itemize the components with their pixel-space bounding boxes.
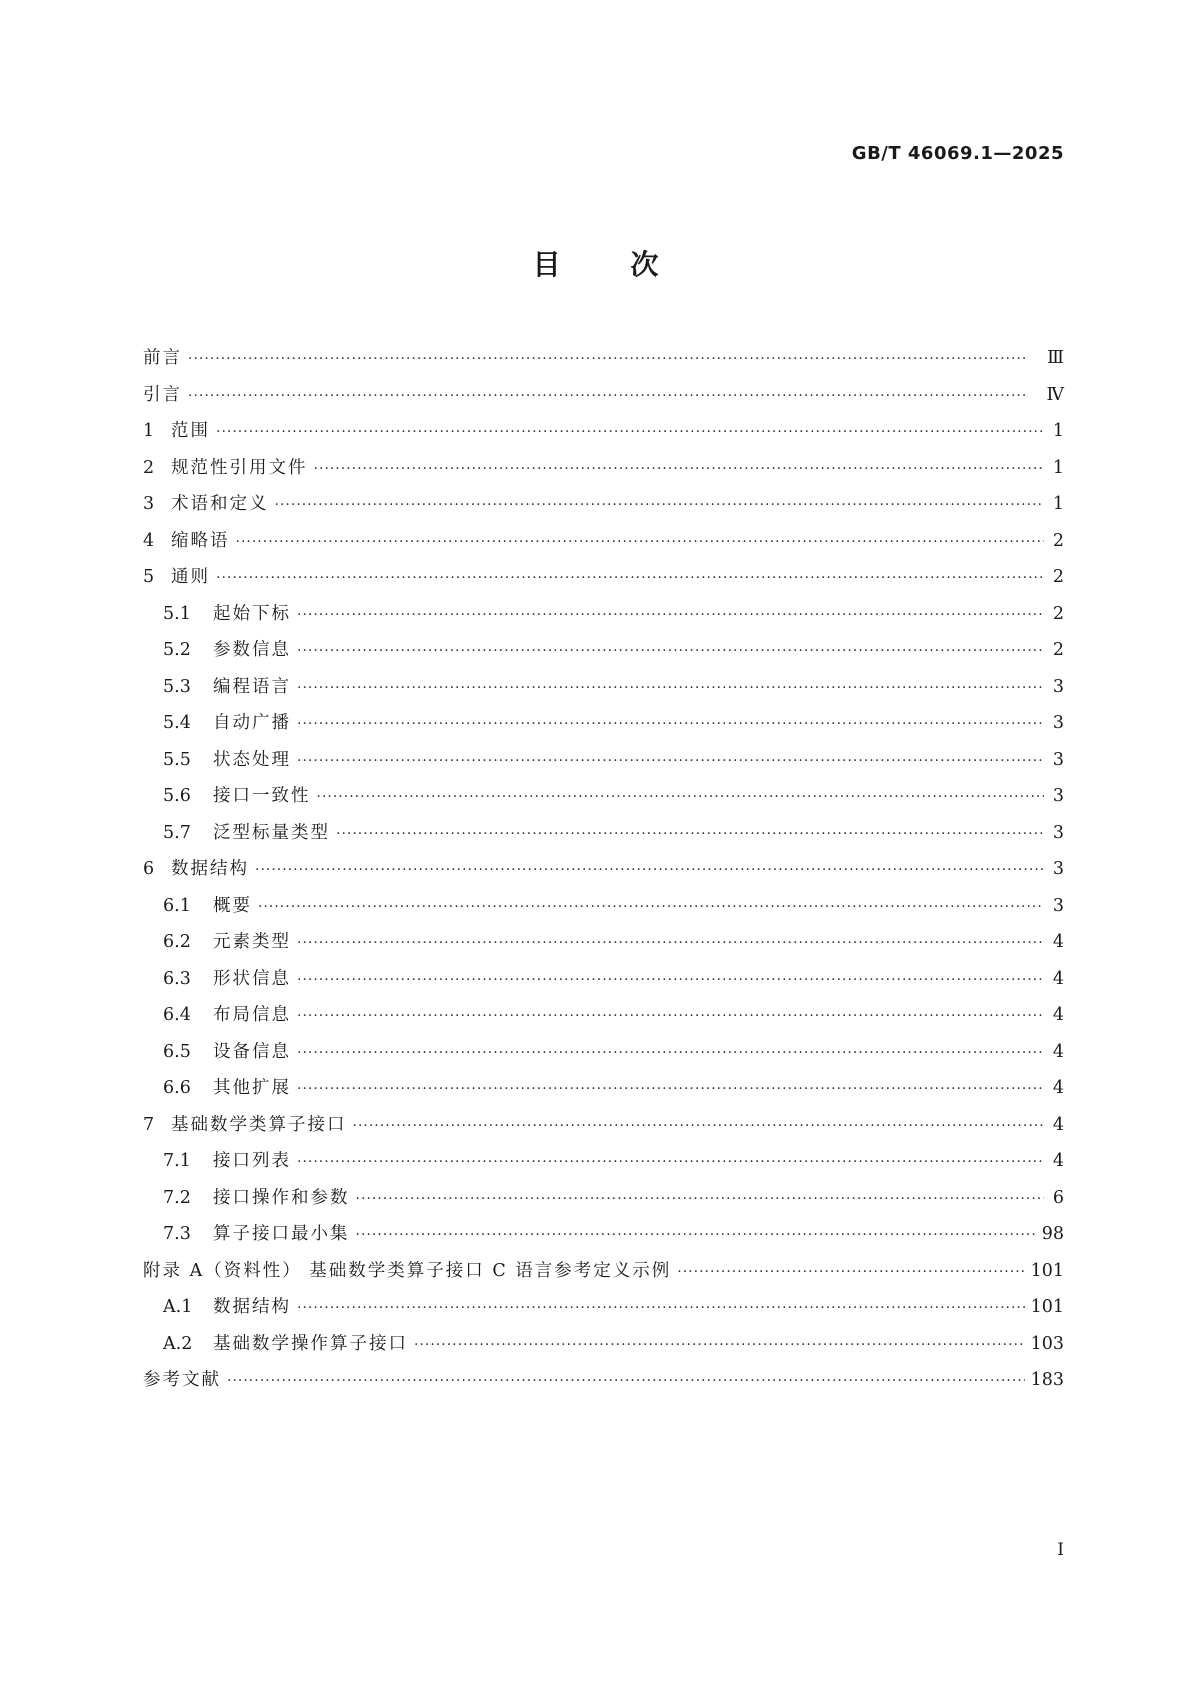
toc-leader-dots <box>297 743 1044 780</box>
toc-entry-title: 数据结构 <box>171 859 249 879</box>
page-title: 目 次 <box>532 248 659 281</box>
toc-entry[interactable] <box>143 1180 1064 1217</box>
toc-entry-title: 附录 A（资料性） 基础数学类算子接口 C 语言参考定义示例 <box>143 1260 672 1281</box>
toc-entry-number: 6 <box>143 859 155 879</box>
toc-entry-page: 1 <box>1052 421 1064 441</box>
toc-entry-title: 布局信息 <box>213 1005 291 1025</box>
toc-entry[interactable] <box>143 1362 1064 1399</box>
toc-entry-page: 1 <box>1052 457 1064 478</box>
toc-entry-page: 3 <box>1052 676 1064 697</box>
toc-leader-dots <box>297 706 1044 743</box>
toc-leader-dots <box>275 487 1045 524</box>
toc-entry-title: 形状信息 <box>213 968 291 989</box>
toc-entry-title: 基础数学操作算子接口 <box>213 1333 408 1354</box>
toc-entry[interactable] <box>143 669 1064 706</box>
standard-number: GB/T 46069.1—2025 <box>851 143 1064 164</box>
toc-entry-title: 规范性引用文件 <box>171 457 308 478</box>
toc-leader-dots <box>317 779 1045 816</box>
toc-leader-dots <box>297 670 1044 707</box>
toc-entry-page: 3 <box>1052 895 1064 916</box>
toc-entry-page: 2 <box>1052 567 1064 587</box>
toc-entry-page: 98 <box>1041 1224 1064 1244</box>
toc-entry-title: 参考文献 <box>143 1370 221 1390</box>
toc-leader-dots <box>336 816 1044 853</box>
toc-entry[interactable] <box>143 997 1064 1034</box>
toc-entry[interactable] <box>143 888 1064 925</box>
toc-entry-page: 3 <box>1052 786 1064 806</box>
toc-entry-title: 缩略语 <box>171 530 230 551</box>
toc-entry-page: 3 <box>1052 822 1064 843</box>
toc-leader-dots <box>297 1144 1044 1181</box>
table-of-contents <box>143 340 1064 1399</box>
toc-leader-dots <box>297 925 1044 962</box>
toc-leader-dots <box>297 1290 1025 1327</box>
toc-entry[interactable] <box>143 924 1064 961</box>
toc-leader-dots <box>297 597 1044 634</box>
toc-entry-number: 7.2 <box>163 1187 191 1208</box>
toc-entry-title: 引言 <box>143 384 182 405</box>
toc-entry-page: 4 <box>1052 1041 1064 1062</box>
toc-leader-dots <box>258 889 1044 926</box>
toc-leader-dots <box>356 1181 1045 1218</box>
toc-entry-number: 6.6 <box>163 1078 191 1098</box>
toc-entry-title: 通则 <box>171 567 210 587</box>
toc-entry-page: 4 <box>1052 1078 1064 1098</box>
toc-leader-dots <box>414 1327 1025 1364</box>
toc-entry-number: 5.7 <box>163 822 191 843</box>
toc-entry-number: 3 <box>143 494 155 514</box>
toc-leader-dots <box>356 1217 1036 1254</box>
toc-entry[interactable] <box>143 1070 1064 1107</box>
toc-entry-page: 1 <box>1052 494 1064 514</box>
toc-entry-number: 4 <box>143 530 155 551</box>
toc-entry-page: 2 <box>1052 530 1064 551</box>
toc-entry-page: 2 <box>1052 640 1064 660</box>
toc-entry[interactable] <box>143 1107 1064 1144</box>
toc-leader-dots <box>314 451 1045 488</box>
toc-entry-title: 起始下标 <box>213 603 291 624</box>
toc-entry-title: 范围 <box>171 421 210 441</box>
toc-entry-page: 2 <box>1052 603 1064 624</box>
toc-leader-dots <box>297 998 1044 1035</box>
toc-entry[interactable] <box>143 559 1064 596</box>
toc-entry[interactable] <box>143 1253 1064 1290</box>
toc-leader-dots <box>255 852 1044 889</box>
toc-entry[interactable] <box>143 450 1064 487</box>
toc-entry-number: 5 <box>143 567 155 587</box>
toc-entry-number: A.1 <box>163 1297 193 1317</box>
toc-entry-title: 状态处理 <box>213 749 291 770</box>
toc-entry-number: 6.5 <box>163 1041 191 1062</box>
toc-entry-page: 6 <box>1052 1187 1064 1208</box>
toc-entry-page: 103 <box>1030 1333 1064 1354</box>
toc-entry-number: 7.1 <box>163 1151 191 1171</box>
toc-leader-dots <box>227 1363 1025 1400</box>
toc-entry-number: 5.3 <box>163 676 191 697</box>
toc-entry[interactable] <box>143 778 1064 815</box>
toc-leader-dots <box>297 633 1044 670</box>
toc-entry-number: 5.6 <box>163 786 191 806</box>
toc-leader-dots <box>297 1035 1044 1072</box>
toc-entry[interactable] <box>143 1143 1064 1180</box>
toc-leader-dots <box>236 524 1045 561</box>
toc-entry-page: 4 <box>1052 1151 1064 1171</box>
toc-leader-dots <box>297 1071 1044 1108</box>
toc-entry-title: 其他扩展 <box>213 1078 291 1098</box>
toc-entry-title: 基础数学类算子接口 <box>171 1114 347 1135</box>
toc-entry-page: 4 <box>1052 932 1064 952</box>
toc-entry-page: Ⅳ <box>1046 384 1064 405</box>
toc-entry-number: 2 <box>143 457 155 478</box>
toc-entry-title: 数据结构 <box>213 1297 291 1317</box>
toc-entry-page: 4 <box>1052 968 1064 989</box>
toc-entry-page: 183 <box>1030 1370 1064 1390</box>
toc-entry[interactable] <box>143 1034 1064 1071</box>
toc-entry[interactable] <box>143 413 1064 450</box>
toc-entry-title: 元素类型 <box>213 932 291 952</box>
toc-entry[interactable] <box>143 1326 1064 1363</box>
toc-entry-number: 6.2 <box>163 932 191 952</box>
toc-leader-dots <box>188 341 1041 378</box>
toc-leader-dots <box>677 1254 1024 1291</box>
toc-entry-number: 7 <box>143 1114 155 1135</box>
toc-entry-number: 5.4 <box>163 713 191 733</box>
toc-entry-title: 编程语言 <box>213 676 291 697</box>
toc-leader-dots <box>353 1108 1045 1145</box>
toc-entry-number: 5.1 <box>163 603 191 624</box>
toc-entry-title: 接口操作和参数 <box>213 1187 350 1208</box>
toc-entry-title: 前言 <box>143 348 182 368</box>
toc-entry-page: 3 <box>1052 859 1064 879</box>
toc-entry[interactable] <box>143 596 1064 633</box>
toc-entry-number: 7.3 <box>163 1224 191 1244</box>
toc-entry-number: 5.5 <box>163 749 191 770</box>
page-number: I <box>1057 1540 1064 1560</box>
toc-leader-dots <box>216 414 1044 451</box>
toc-entry-page: 101 <box>1030 1260 1064 1281</box>
toc-entry-title: 术语和定义 <box>171 494 269 514</box>
toc-entry[interactable] <box>143 705 1064 742</box>
toc-entry-number: 6.1 <box>163 895 191 916</box>
toc-entry-number: 6.4 <box>163 1005 191 1025</box>
toc-entry[interactable] <box>143 742 1064 779</box>
toc-leader-dots <box>216 560 1044 597</box>
toc-entry[interactable] <box>143 340 1064 377</box>
toc-entry[interactable] <box>143 1216 1064 1253</box>
toc-entry[interactable] <box>143 377 1064 414</box>
toc-entry[interactable] <box>143 632 1064 669</box>
toc-entry[interactable] <box>143 523 1064 560</box>
toc-entry-page: 101 <box>1030 1297 1064 1317</box>
toc-entry-page: Ⅲ <box>1047 348 1064 368</box>
toc-entry[interactable] <box>143 1289 1064 1326</box>
toc-leader-dots <box>297 962 1044 999</box>
toc-entry-title: 自动广播 <box>213 713 291 733</box>
toc-entry-title: 接口一致性 <box>213 786 311 806</box>
toc-entry-page: 4 <box>1052 1114 1064 1135</box>
toc-entry[interactable] <box>143 486 1064 523</box>
toc-entry-title: 设备信息 <box>213 1041 291 1062</box>
toc-entry-number: 1 <box>143 421 155 441</box>
toc-entry-number: 5.2 <box>163 640 191 660</box>
toc-entry[interactable] <box>143 851 1064 888</box>
toc-leader-dots <box>188 378 1041 415</box>
toc-entry-title: 参数信息 <box>213 640 291 660</box>
toc-entry-page: 3 <box>1052 713 1064 733</box>
toc-entry[interactable] <box>143 815 1064 852</box>
toc-entry-number: 6.3 <box>163 968 191 989</box>
toc-entry-title: 算子接口最小集 <box>213 1224 350 1244</box>
toc-entry-number: A.2 <box>163 1333 193 1354</box>
toc-entry-title: 泛型标量类型 <box>213 822 330 843</box>
toc-entry-page: 3 <box>1052 749 1064 770</box>
toc-entry-page: 4 <box>1052 1005 1064 1025</box>
toc-entry-title: 接口列表 <box>213 1151 291 1171</box>
toc-entry[interactable] <box>143 961 1064 998</box>
toc-entry-title: 概要 <box>213 895 252 916</box>
